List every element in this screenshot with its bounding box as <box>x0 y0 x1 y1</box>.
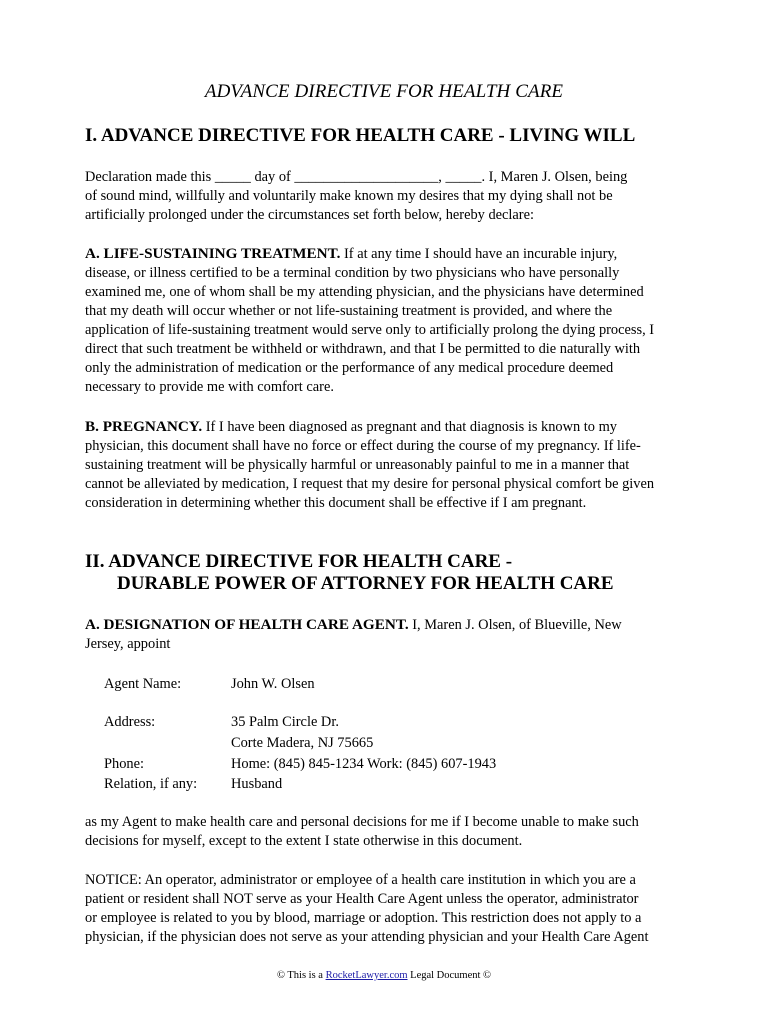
life-sustaining-line: application of life-sustaining treatment would serve only to artificially prolong the dying process, I <box>85 322 655 338</box>
pregnancy-text: If I have been diagnosed as pregnant and that diagnosis is known to my <box>202 419 617 435</box>
notice-line: patient or resident shall NOT serve as your Health Care Agent unless the operator, administrator <box>85 891 639 907</box>
declaration-line: artificially prolonged under the circumstances set forth below, hereby declare: <box>85 207 534 223</box>
section-2-heading: II. ADVANCE DIRECTIVE FOR HEALTH CARE - <box>85 551 513 572</box>
agent-name-value: John W. Olsen <box>231 676 315 692</box>
footer-suffix: Legal Document © <box>407 970 492 981</box>
agent-designation-paragraph <box>85 615 685 654</box>
life-sustaining-line: examined me, one of whom shall be my attending physician, and the physicians have determined <box>85 284 644 300</box>
pregnancy-heading: B. PREGNANCY. <box>85 418 203 435</box>
life-sustaining-line: that my death will occur whether or not life-sustaining treatment is provided, and where the <box>85 303 613 319</box>
agent-designation-heading: A. DESIGNATION OF HEALTH CARE AGENT. <box>85 616 409 633</box>
notice-paragraph <box>85 871 685 947</box>
section-2-subheading: DURABLE POWER OF ATTORNEY FOR HEALTH CARE <box>117 573 614 594</box>
pregnancy-line: cannot be alleviated by medication, I request that my desire for personal physical comfort be given <box>85 476 655 492</box>
pregnancy-line: consideration in determining whether this document shall be effective if I am pregnant. <box>85 495 587 511</box>
agent-relation-value: Husband <box>231 776 283 792</box>
pregnancy-paragraph <box>85 417 685 513</box>
pregnancy-line: sustaining treatment will be physically harmful or unreasonably painful to me in a manner that <box>85 457 630 473</box>
agent-name-label: Agent Name: <box>104 676 182 692</box>
agent-address-line2: Corte Madera, NJ 75665 <box>231 735 374 751</box>
declaration-paragraph <box>85 168 685 225</box>
agent-address-line1: 35 Palm Circle Dr. <box>231 714 339 730</box>
agent-purpose-line: decisions for myself, except to the extent I state otherwise in this document. <box>85 833 523 849</box>
declaration-line: of sound mind, willfully and voluntarily make known my desires that my dying shall not be <box>85 188 613 204</box>
notice-line: physician, if the physician does not serve as your attending physician and your Health Care Agent <box>85 929 649 945</box>
agent-phone-value: Home: (845) 845-1234 Work: (845) 607-1943 <box>231 756 497 772</box>
life-sustaining-heading: A. LIFE-SUSTAINING TREATMENT. <box>85 245 341 262</box>
agent-designation-line: Jersey, appoint <box>85 636 171 652</box>
document-title: ADVANCE DIRECTIVE FOR HEALTH CARE <box>204 81 564 102</box>
footer <box>0 970 768 981</box>
life-sustaining-line: disease, or illness certified to be a terminal condition by two physicians who have personally <box>85 265 620 281</box>
agent-designation-text: I, Maren J. Olsen, of Blueville, New <box>408 617 622 633</box>
agent-purpose-paragraph <box>85 813 685 851</box>
notice-line: or employee is related to you by blood, marriage or adoption. This restriction does not apply to a <box>85 910 642 926</box>
declaration-line: Declaration made this _____ day of ____________________, _____. I, Maren J. Olsen, being <box>85 169 628 185</box>
life-sustaining-line: necessary to provide me with comfort care. <box>85 379 334 395</box>
pregnancy-line: physician, this document shall have no force or effect during the course of my pregnancy. If life- <box>85 438 641 454</box>
rocketlawyer-link[interactable]: RocketLawyer.com <box>325 970 408 981</box>
agent-phone-label: Phone: <box>104 756 144 772</box>
agent-relation-label: Relation, if any: <box>104 776 198 792</box>
agent-address-label: Address: <box>104 714 156 730</box>
life-sustaining-line: direct that such treatment be withheld or withdrawn, and that I be permitted to die naturally with <box>85 341 641 357</box>
life-sustaining-line: only the administration of medication or the performance of any medical procedure deemed <box>85 360 614 376</box>
life-sustaining-paragraph <box>85 244 685 397</box>
section-1-heading: I. ADVANCE DIRECTIVE FOR HEALTH CARE - LIVING WILL <box>85 125 636 146</box>
notice-line: NOTICE: An operator, administrator or employee of a health care institution in which you are a <box>85 872 636 888</box>
footer-prefix: © This is a <box>276 970 326 981</box>
life-sustaining-text: If at any time I should have an incurable injury, <box>340 246 618 262</box>
agent-purpose-line: as my Agent to make health care and personal decisions for me if I become unable to make such <box>85 814 639 830</box>
